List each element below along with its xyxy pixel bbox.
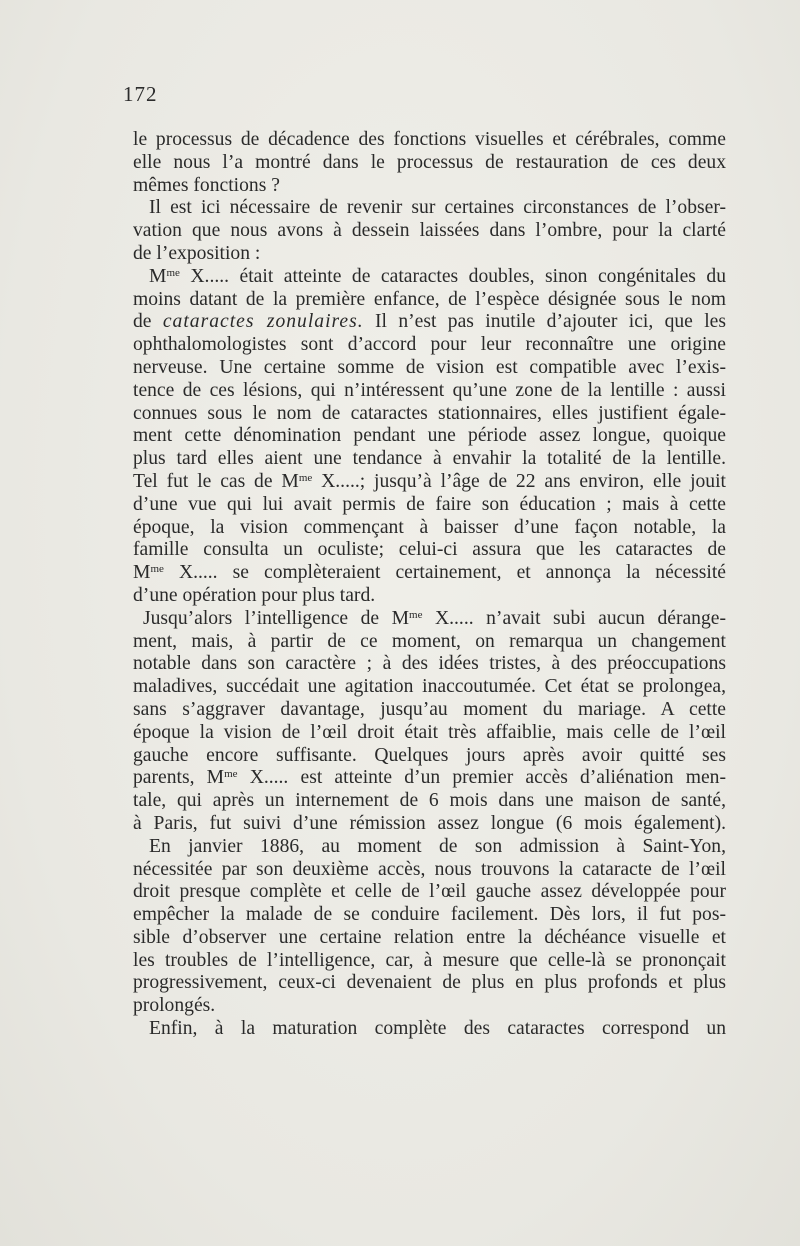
text-line: maladives, succédait une agitation inaccoutumée. Cet état se prolongea, xyxy=(133,676,726,698)
text-fragment: Tel fut le cas de M xyxy=(133,470,299,492)
text-line: sans s’aggraver davantage, jusqu’au moment du mariage. A cette xyxy=(133,698,726,720)
text-line xyxy=(133,311,726,334)
text-line: prolongés. xyxy=(133,995,216,1017)
text-line: nécessitée par son deuxième accès, nous trouvons la cataracte de l’œil xyxy=(133,858,726,880)
text-line xyxy=(133,562,726,585)
text-line: empêcher la malade de se conduire facilement. Dès lors, il fut pos- xyxy=(133,904,726,926)
text-line: d’une opération pour plus tard. xyxy=(133,584,376,606)
text-line: le processus de décadence des fonctions visuelles et cérébrales, comme xyxy=(133,129,726,150)
superscript: me xyxy=(409,608,423,621)
text-fragment: Jusqu’alors l’intelligence de M xyxy=(143,607,410,629)
text-line xyxy=(133,767,726,790)
superscript: me xyxy=(224,768,238,781)
text-line: ment, mais, à partir de ce moment, on remarqua un changement xyxy=(133,630,726,652)
text-line: tale, qui après un internement de 6 mois dans une maison de santé, xyxy=(133,790,726,812)
superscript: me xyxy=(298,471,313,484)
text-fragment: Il n’est pas inutile d’ajouter ici, que les xyxy=(363,311,726,333)
text-line: mêmes fonctions ? xyxy=(133,174,280,196)
text-line: ment cette dénomination pendant une période assez longue, quoique xyxy=(133,425,726,447)
text-line: d’une vue qui lui avait permis de faire son éducation ; mais à cette xyxy=(133,493,726,515)
text-line: moins datant de la première enfance, de l’espèce désignée sous le nom xyxy=(133,288,726,310)
text-line xyxy=(133,266,726,289)
text-fragment: X..... n’avait subi aucun dérange- xyxy=(422,607,726,629)
text-line: plus tard elles aient une tendance à envahir la totalité de la lentille. xyxy=(133,448,726,470)
text-line: les troubles de l’intelligence, car, à mesure que celle-là se prononçait xyxy=(133,949,726,971)
text-line: famille consulta un oculiste; celui-ci assura que les cataractes de xyxy=(133,539,726,561)
text-line: époque la vision de l’œil droit était très affaiblie, mais celle de l’œil xyxy=(133,721,726,743)
text-line: gauche encore suffisante. Quelques jours après avoir quitté ses xyxy=(133,744,726,766)
text-fragment: X..... était atteinte de cataractes doubles, sinon congénitales du xyxy=(179,265,726,287)
text-fragment: X.....; jusqu’à l’âge de 22 ans environ, elle jouit xyxy=(312,470,726,492)
text-fragment: de xyxy=(133,311,163,333)
text-line: notable dans son caractère ; à des idées tristes, à des préoccupations xyxy=(133,653,726,675)
body-text xyxy=(133,129,726,1041)
text-line: elle nous l’a montré dans le processus de restauration de ces deux xyxy=(133,151,726,173)
text-line: Enfin, à la maturation complète des cataractes correspond un xyxy=(149,1018,726,1040)
text-fragment: X..... est atteinte d’un premier accès d’aliénation men- xyxy=(237,767,726,789)
text-line: ophthalomologistes sont d’accord pour leur reconnaître une origine xyxy=(133,334,726,356)
text-line: de l’exposition : xyxy=(133,242,261,264)
superscript: me xyxy=(166,266,180,279)
text-line: progressivement, ceux-ci devenaient de plus en plus profonds et plus xyxy=(133,972,726,994)
italic-term: cataractes zonulaires. xyxy=(162,311,364,333)
text-fragment: parents, M xyxy=(133,767,225,789)
text-line: connues sous le nom de cataractes stationnaires, elles justifient égale- xyxy=(133,402,726,424)
text-fragment: M xyxy=(149,265,167,287)
text-line: à Paris, fut suivi d’une rémission assez longue (6 mois également). xyxy=(133,812,726,834)
text-line: En janvier 1886, au moment de son admission à Saint-Yon, xyxy=(149,835,726,857)
text-line: droit presque complète et celle de l’œil gauche assez développée pour xyxy=(133,881,726,903)
text-line: tence de ces lésions, qui n’intéressent qu’une zone de la lentille : aussi xyxy=(133,379,726,401)
text-line xyxy=(133,608,726,631)
text-fragment: X..... se complèteraient certainement, et annonça la nécessité xyxy=(163,562,726,584)
text-line: nerveuse. Une certaine somme de vision est compatible avec l’exis- xyxy=(133,356,726,378)
text-line xyxy=(133,471,726,494)
text-line: époque, la vision commençant à baisser d’une façon notable, la xyxy=(133,516,726,538)
text-fragment: M xyxy=(133,562,151,584)
text-line: Il est ici nécessaire de revenir sur certaines circonstances de l’obser- xyxy=(149,197,726,219)
text-line: sible d’observer une certaine relation entre la déchéance visuelle et xyxy=(133,926,726,948)
text-line: vation que nous avons à dessein laissées dans l’ombre, pour la clarté xyxy=(133,220,726,242)
superscript: me xyxy=(150,563,164,576)
page-number: 172 xyxy=(123,82,158,106)
